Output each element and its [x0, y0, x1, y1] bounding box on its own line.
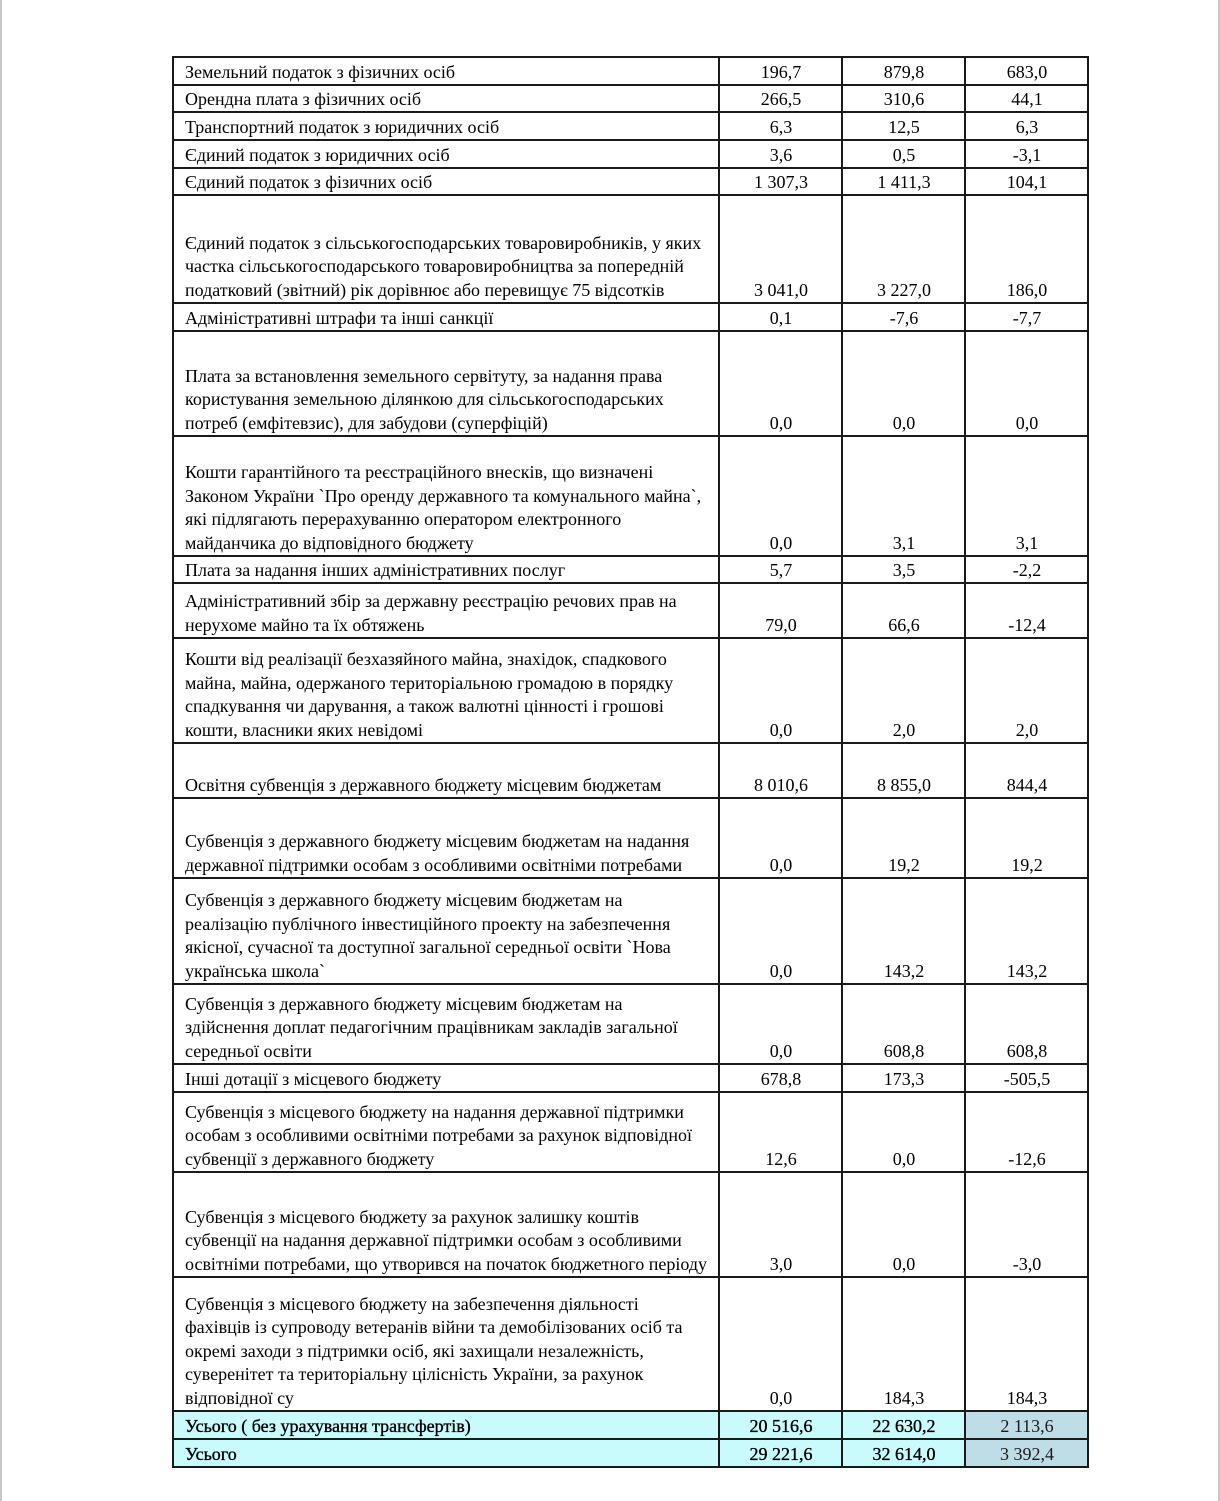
- row-value-1: 196,7: [719, 57, 842, 85]
- table-row: [173, 331, 1088, 436]
- row-value-1: 0,0: [719, 878, 842, 984]
- table-row: [173, 57, 1088, 85]
- row-name: Субвенція з державного бюджету місцевим бюджетам на здійснення доплат педагогічним працівникам закладів загальної середньої освіти: [173, 984, 719, 1064]
- row-value-3: 2,0: [965, 638, 1088, 743]
- row-name: Субвенція з місцевого бюджету на надання державної підтримки особам з особливими освітніми потребами за рахунок відповідної субвенції з державного бюджету: [173, 1092, 719, 1172]
- row-value-3: -3,1: [965, 140, 1088, 168]
- table-row: [173, 195, 1088, 303]
- table-row: [173, 168, 1088, 195]
- row-name: Земельний податок з фізичних осіб: [173, 57, 719, 85]
- row-value-2: 143,2: [842, 878, 965, 984]
- row-value-2: 3 227,0: [842, 195, 965, 303]
- row-value-3: 683,0: [965, 57, 1088, 85]
- table-row: [173, 112, 1088, 140]
- row-value-1: 3,0: [719, 1172, 842, 1277]
- total-name: Усього: [173, 1439, 719, 1467]
- row-value-1: 79,0: [719, 583, 842, 638]
- row-value-2: 8 855,0: [842, 743, 965, 798]
- row-name: Освітня субвенція з державного бюджету місцевим бюджетам: [173, 743, 719, 798]
- row-name: Єдиний податок з сільськогосподарських товаровиробників, у яких частка сільськогосподарського товаровиробництва за попередній податковий (звітний) рік дорівнює або перевищує 75 відсотків: [173, 195, 719, 303]
- total-value-2: 22 630,2: [842, 1411, 965, 1439]
- row-value-2: 3,5: [842, 556, 965, 583]
- table-row: [173, 1172, 1088, 1277]
- total-value-1: 29 221,6: [719, 1439, 842, 1467]
- row-name: Кошти гарантійного та реєстраційного внесків, що визначені Законом України `Про оренду державного та комунального майна`, які підлягають перерахуванню оператором електронного майданчика до відповідного бюджету: [173, 436, 719, 556]
- total-row-without-transfers: [173, 1411, 1088, 1439]
- row-value-3: -12,6: [965, 1092, 1088, 1172]
- table-row: [173, 984, 1088, 1064]
- row-value-1: 3,6: [719, 140, 842, 168]
- total-value-3: 3 392,4: [965, 1439, 1088, 1467]
- row-value-2: 12,5: [842, 112, 965, 140]
- row-name: Єдиний податок з фізичних осіб: [173, 168, 719, 195]
- row-name: Субвенція з місцевого бюджету за рахунок залишку коштів субвенції на надання державної підтримки особам з особливими освітніми потребами, що утворився на початок бюджетного періоду: [173, 1172, 719, 1277]
- row-value-3: 184,3: [965, 1277, 1088, 1411]
- row-value-1: 3 041,0: [719, 195, 842, 303]
- row-name: Кошти від реалізації безхазяйного майна, знахідок, спадкового майна, майна, одержаного територіальною громадою в порядку спадкування чи дарування, а також валютні цінності і грошові кошти, власники яких невідомі: [173, 638, 719, 743]
- row-value-1: 8 010,6: [719, 743, 842, 798]
- table-row: [173, 1277, 1088, 1411]
- row-value-3: 143,2: [965, 878, 1088, 984]
- row-value-2: 66,6: [842, 583, 965, 638]
- total-value-1: 20 516,6: [719, 1411, 842, 1439]
- row-name: Плата за встановлення земельного сервітуту, за надання права користування земельною ділянкою для сільськогосподарських потреб (емфітевзис), для забудови (суперфіцій): [173, 331, 719, 436]
- row-value-3: -7,7: [965, 303, 1088, 331]
- table-row: [173, 85, 1088, 112]
- row-value-1: 12,6: [719, 1092, 842, 1172]
- row-name: Єдиний податок з юридичних осіб: [173, 140, 719, 168]
- row-value-1: 678,8: [719, 1064, 842, 1092]
- row-value-2: 19,2: [842, 798, 965, 878]
- row-value-1: 266,5: [719, 85, 842, 112]
- table-row: [173, 743, 1088, 798]
- total-value-2: 32 614,0: [842, 1439, 965, 1467]
- row-value-3: 186,0: [965, 195, 1088, 303]
- table-row: [173, 1064, 1088, 1092]
- row-value-2: 173,3: [842, 1064, 965, 1092]
- row-value-2: 0,0: [842, 331, 965, 436]
- row-value-2: 3,1: [842, 436, 965, 556]
- row-name: Транспортний податок з юридичних осіб: [173, 112, 719, 140]
- row-name: Субвенція з державного бюджету місцевим бюджетам на надання державної підтримки особам з особливими освітніми потребами: [173, 798, 719, 878]
- row-value-2: -7,6: [842, 303, 965, 331]
- row-value-3: -12,4: [965, 583, 1088, 638]
- table-row: [173, 583, 1088, 638]
- table-row: [173, 1092, 1088, 1172]
- table-row: [173, 798, 1088, 878]
- row-value-1: 1 307,3: [719, 168, 842, 195]
- row-value-3: -3,0: [965, 1172, 1088, 1277]
- row-value-2: 0,0: [842, 1092, 965, 1172]
- row-value-1: 0,0: [719, 1277, 842, 1411]
- row-value-2: 310,6: [842, 85, 965, 112]
- row-name: Орендна плата з фізичних осіб: [173, 85, 719, 112]
- row-value-3: 104,1: [965, 168, 1088, 195]
- row-value-3: -2,2: [965, 556, 1088, 583]
- row-name: Субвенція з місцевого бюджету на забезпечення діяльності фахівців із супроводу ветеранів війни та демобілізованих осіб та окремі заходи з підтримки осіб, які захищали незалежність, суверенітет та територіальну цілісність України, за рахунок відповідної су: [173, 1277, 719, 1411]
- row-name: Інші дотації з місцевого бюджету: [173, 1064, 719, 1092]
- row-value-1: 0,1: [719, 303, 842, 331]
- row-value-3: -505,5: [965, 1064, 1088, 1092]
- total-row: [173, 1439, 1088, 1467]
- row-name: Плата за надання інших адміністративних послуг: [173, 556, 719, 583]
- row-value-1: 0,0: [719, 331, 842, 436]
- row-value-2: 608,8: [842, 984, 965, 1064]
- row-value-3: 3,1: [965, 436, 1088, 556]
- page-edge-left: [0, 0, 2, 1501]
- row-value-1: 0,0: [719, 798, 842, 878]
- table-row: [173, 878, 1088, 984]
- row-value-3: 0,0: [965, 331, 1088, 436]
- budget-table: [172, 56, 1089, 1468]
- row-value-1: 0,0: [719, 638, 842, 743]
- row-value-3: 6,3: [965, 112, 1088, 140]
- row-value-3: 608,8: [965, 984, 1088, 1064]
- row-value-3: 44,1: [965, 85, 1088, 112]
- row-value-1: 6,3: [719, 112, 842, 140]
- total-name: Усього ( без урахування трансфертів): [173, 1411, 719, 1439]
- row-name: Адміністративний збір за державну реєстрацію речових прав на нерухоме майно та їх обтяжень: [173, 583, 719, 638]
- row-value-3: 844,4: [965, 743, 1088, 798]
- row-value-2: 0,0: [842, 1172, 965, 1277]
- table-row: [173, 556, 1088, 583]
- row-value-1: 0,0: [719, 436, 842, 556]
- total-value-3: 2 113,6: [965, 1411, 1088, 1439]
- row-name: Адміністративні штрафи та інші санкції: [173, 303, 719, 331]
- budget-table-body: [173, 57, 1088, 1467]
- row-value-1: 0,0: [719, 984, 842, 1064]
- table-row: [173, 638, 1088, 743]
- table-row: [173, 303, 1088, 331]
- row-value-3: 19,2: [965, 798, 1088, 878]
- row-value-2: 1 411,3: [842, 168, 965, 195]
- row-value-1: 5,7: [719, 556, 842, 583]
- row-name: Субвенція з державного бюджету місцевим бюджетам на реалізацію публічного інвестиційного проекту на забезпечення якісної, сучасної та доступної загальної середньої освіти `Нова українська школа`: [173, 878, 719, 984]
- row-value-2: 184,3: [842, 1277, 965, 1411]
- table-row: [173, 140, 1088, 168]
- row-value-2: 2,0: [842, 638, 965, 743]
- row-value-2: 879,8: [842, 57, 965, 85]
- table-row: [173, 436, 1088, 556]
- row-value-2: 0,5: [842, 140, 965, 168]
